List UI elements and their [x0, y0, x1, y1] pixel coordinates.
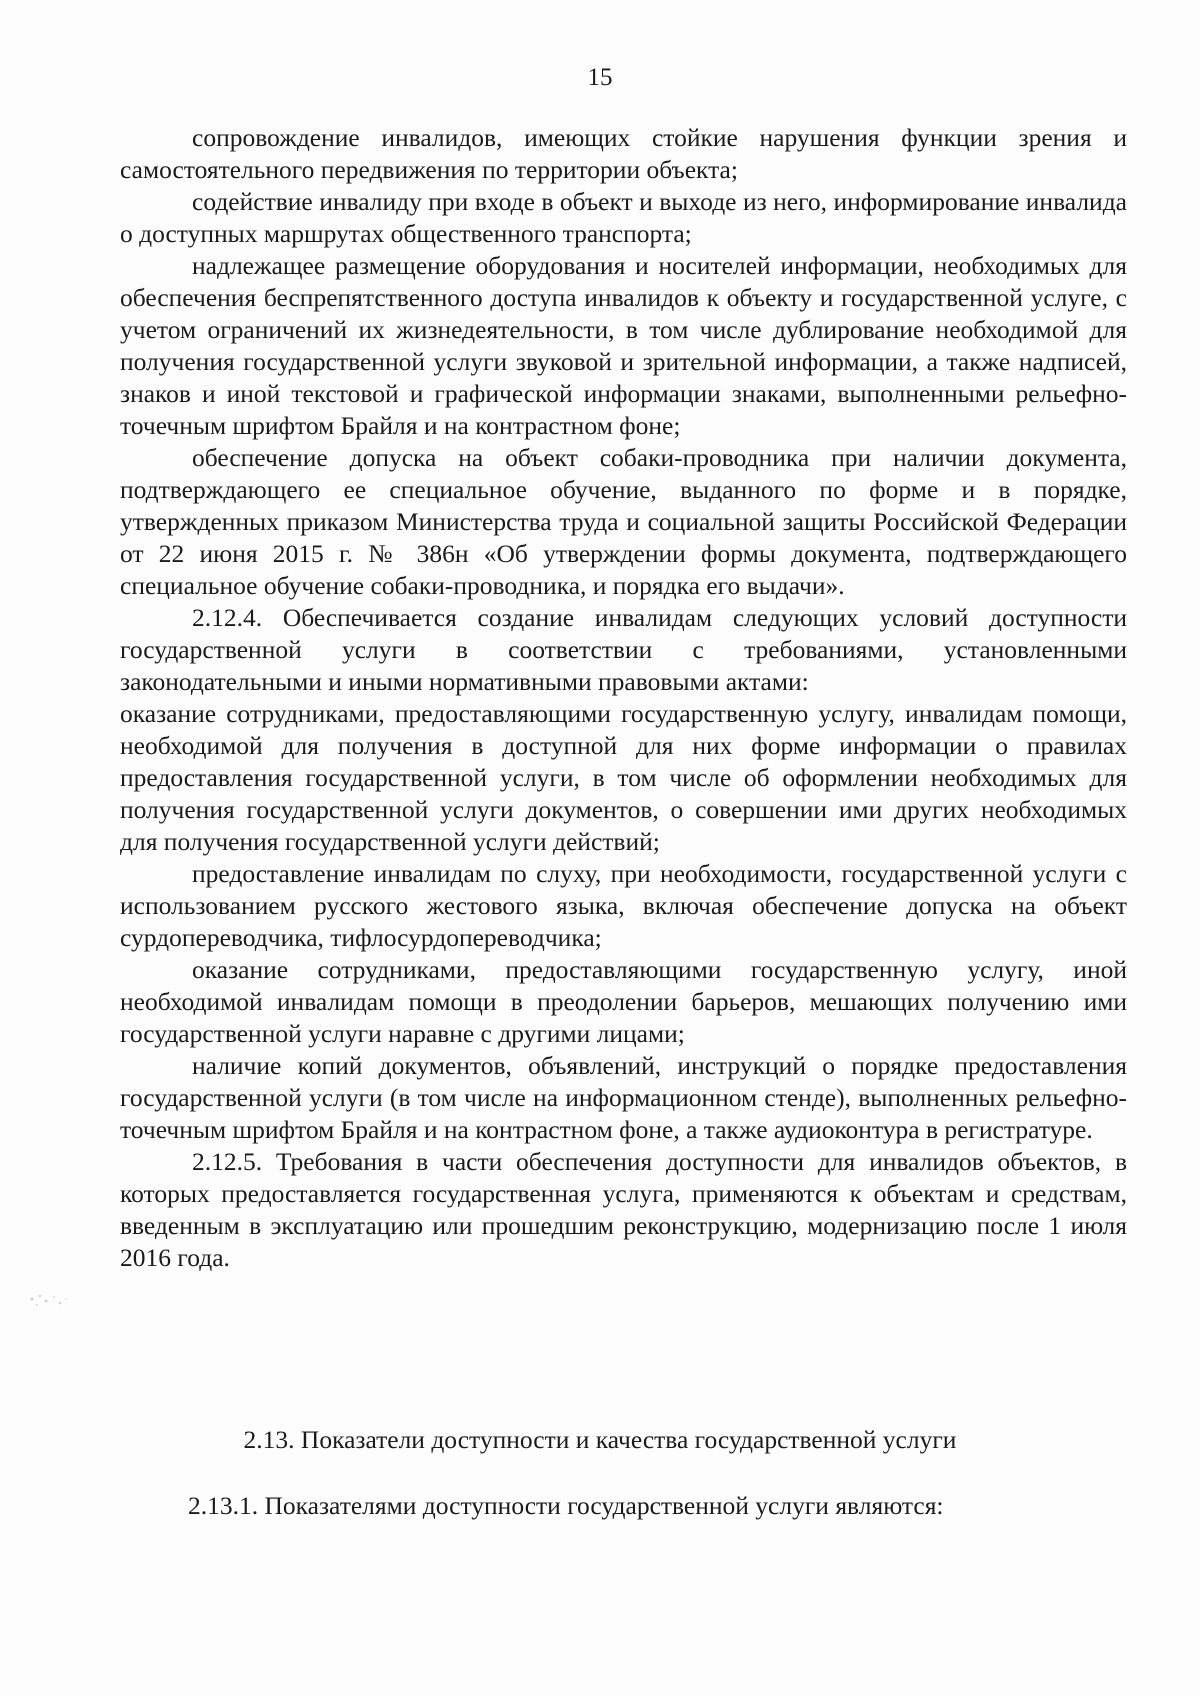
paragraph: надлежащее размещение оборудования и носителей информации, необходимых для обеспечения беспрепятственного доступа инвалидов к объекту и государственной услуге, с учетом ограничений их жизнедеятельности, в том числе дублирование необходимой для получения государственной услуги звуковой и зрительной информации, а также надписей, знаков и иной текстовой и графической информации знаками, выполненными рельефно-точечным шрифтом Брайля и на контрастном фоне; — [120, 251, 1127, 440]
paragraph: содействие инвалиду при входе в объект и выходе из него, информирование инвалида о доступных маршрутах общественного транспорта; — [120, 187, 1127, 248]
paragraph: предоставление инвалидам по слуху, при необходимости, государственной услуги с использованием русского жестового языка, включая обеспечение допуска на объект сурдопереводчика, тифлосурдопереводчика; — [120, 859, 1127, 952]
paragraph: наличие копий документов, объявлений, инструкций о порядке предоставления государственной услуги (в том числе на информационном стенде), выполненных рельефно-точечным шрифтом Брайля и на контрастном фоне, а также аудиоконтура в регистратуре. — [120, 1051, 1127, 1144]
scan-artifact — [22, 1287, 74, 1313]
paragraph: 2.12.5. Требования в части обеспечения доступности для инвалидов объектов, в которых предоставляется государственная услуга, применяются к объектам и средствам, введенным в эксплуатацию или прошедшим реконструкцию, модернизацию после 1 июля 2016 года. — [120, 1147, 1127, 1272]
body-text — [120, 122, 1127, 1274]
paragraph: оказание сотрудниками, предоставляющими государственную услугу, инвалидам помощи, необходимой для получения в доступной для них форме информации о правилах предоставления государственной услуги, в том числе об оформлении необходимых для получения государственной услуги документов, о совершении ими других необходимых для получения государственной услуги действий; — [120, 699, 1127, 856]
page-number: 15 — [587, 64, 613, 91]
section-heading: 2.13. Показатели доступности и качества государственной услуги — [243, 1425, 957, 1454]
subsection-line: 2.13.1. Показателями доступности государственной услуги являются: — [188, 1491, 944, 1520]
paragraph: обеспечение допуска на объект собаки-проводника при наличии документа, подтверждающего ее специальное обучение, выданного по форме и в порядке, утвержденных приказом Министерства труда и социальной защиты Российской Федерации от 22 июня 2015 г. № 386н «Об утверждении формы документа, подтверждающего специальное обучение собаки-проводника, и порядка его выдачи». — [120, 443, 1127, 600]
paragraph: сопровождение инвалидов, имеющих стойкие нарушения функции зрения и самостоятельного передвижения по территории объекта; — [120, 123, 1127, 184]
paragraph: оказание сотрудниками, предоставляющими государственную услугу, иной необходимой инвалидам помощи в преодолении барьеров, мешающих получению ими государственной услуги наравне с другими лицами; — [120, 955, 1127, 1048]
paragraph: 2.12.4. Обеспечивается создание инвалидам следующих условий доступности государственной услуги в соответствии с требованиями, установленными законодательными и иными нормативными правовыми актами: — [120, 603, 1127, 696]
